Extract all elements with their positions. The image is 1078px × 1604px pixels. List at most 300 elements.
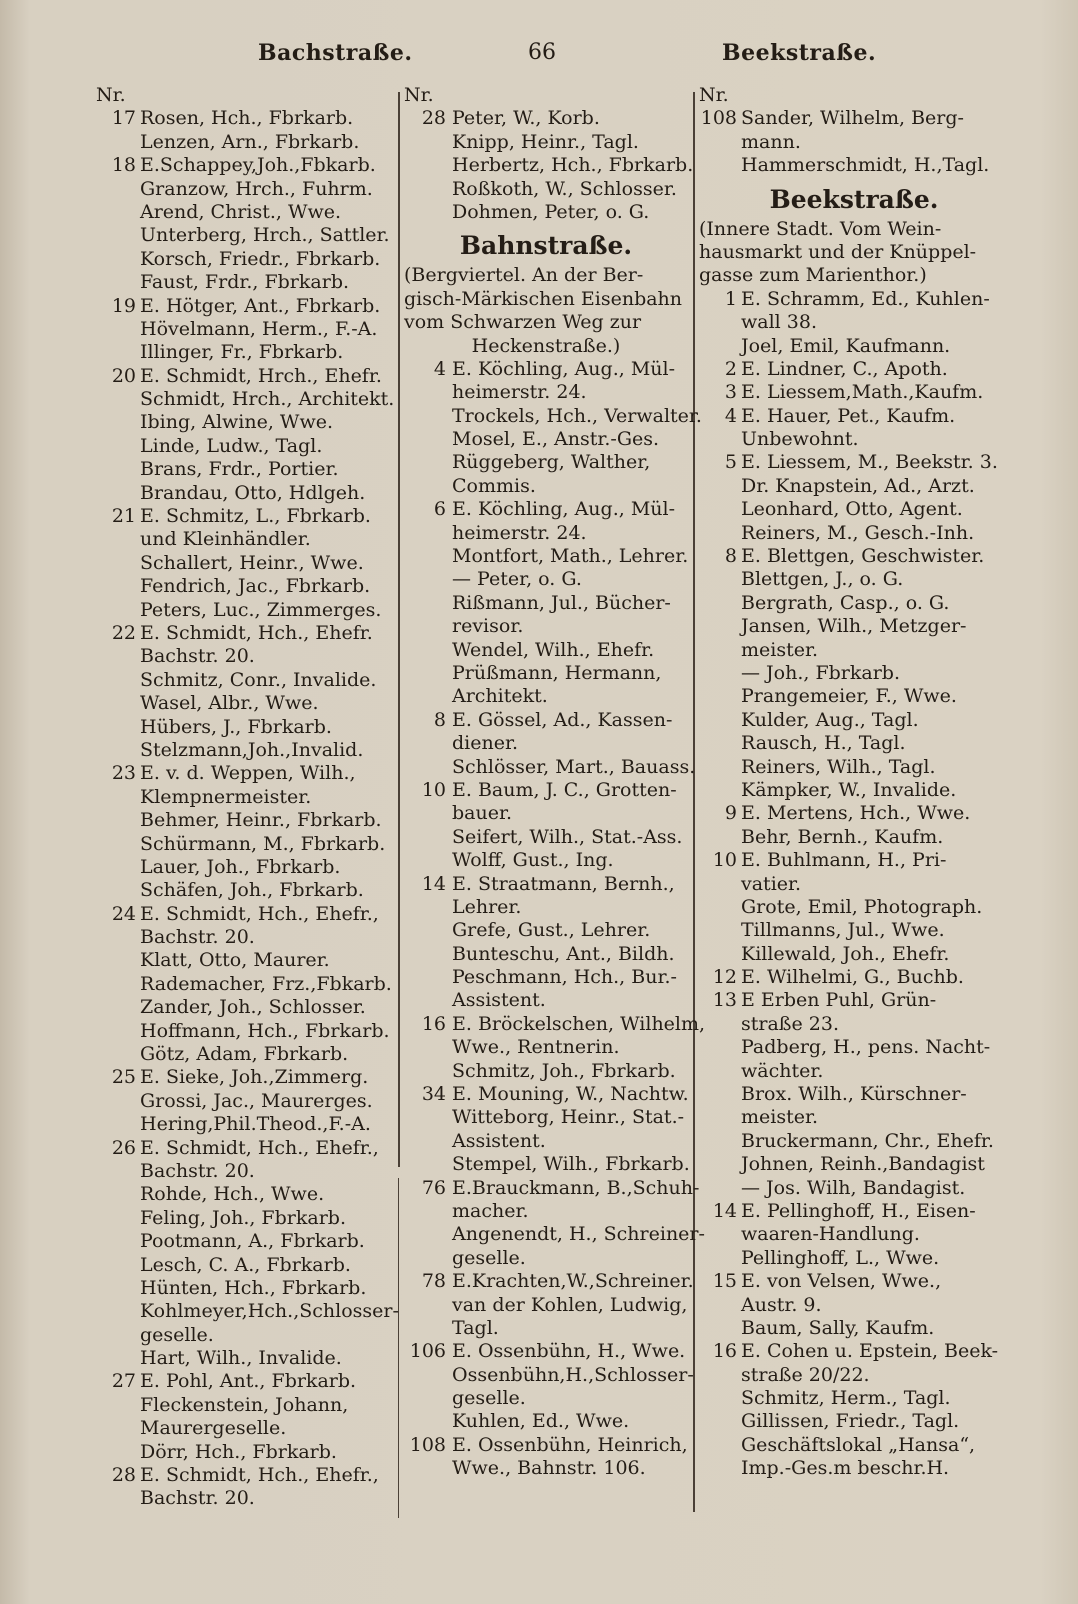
resident-entry (699, 662, 1009, 685)
entry-text: Hövelmann, Herm., F.-A. (140, 317, 378, 340)
resident-entry (96, 528, 394, 551)
resident-entry (699, 1247, 1009, 1270)
entry-text: Herbertz, Hch., Fbrkarb. (452, 154, 694, 177)
resident-entry (404, 732, 688, 755)
resident-entry (404, 1106, 688, 1129)
resident-entry (96, 154, 394, 177)
entry-text: Unterberg, Hrch., Sattler. (140, 224, 390, 247)
entry-text: Wasel, Albr., Wwe. (140, 692, 319, 715)
entry-text: Seifert, Wilh., Stat.-Ass. (452, 825, 683, 848)
resident-entry (96, 1417, 394, 1440)
resident-entry (96, 973, 394, 996)
right-street-title: Beekstraße. (722, 40, 877, 66)
house-number: 15 (712, 1270, 737, 1293)
house-number: 1 (724, 287, 737, 310)
resident-entry (404, 1223, 705, 1246)
entry-text: heimerstr. 24. (452, 521, 587, 544)
resident-entry (699, 896, 1009, 919)
resident-entry (96, 318, 394, 341)
entry-text: E. Köchling, Aug., Mül- (452, 498, 676, 521)
house-number: 78 (421, 1270, 446, 1293)
resident-entry (96, 1254, 394, 1277)
entry-text: E. Mouning, W., Nachtw. (452, 1083, 689, 1106)
house-number: 76 (421, 1176, 446, 1199)
entry-text: E. Hauer, Pet., Kaufm. (741, 404, 956, 427)
entry-text: Bergrath, Casp., o. G. (741, 591, 950, 614)
entry-text: meister. (741, 638, 819, 661)
entry-text: Hübers, J., Fbrkarb. (140, 715, 332, 738)
entry-text: E. Liessem, M., Beekstr. 3. (741, 451, 998, 474)
entry-text: Behr, Bernh., Kaufm. (741, 825, 944, 848)
resident-entry (699, 919, 1009, 942)
resident-entry (404, 1012, 706, 1036)
resident-entry (404, 1200, 688, 1223)
resident-entry (96, 1207, 394, 1230)
resident-entry (699, 358, 1009, 381)
resident-entry (699, 545, 1009, 568)
entry-text: Hoffmann, Hch., Fbrkarb. (140, 1019, 390, 1042)
resident-entry (699, 1083, 1009, 1106)
entry-text: Brandau, Otto, Hdlgeh. (140, 481, 366, 504)
house-number-column-label (96, 84, 394, 107)
house-number: 16 (712, 1340, 737, 1363)
entry-text: Montfort, Math., Lehrer. (452, 545, 689, 568)
resident-entry (404, 1060, 688, 1083)
resident-entry (699, 1387, 1009, 1410)
entry-text: Dohmen, Peter, o. G. (452, 200, 650, 223)
resident-entry (699, 428, 1009, 451)
resident-entry (96, 201, 394, 224)
entry-text: Blettgen, J., o. G. (741, 568, 904, 591)
resident-entry (404, 1340, 688, 1363)
entry-text: E. Wilhelmi, G., Buchb. (741, 966, 964, 989)
house-number: 24 (111, 902, 136, 925)
entry-text: gisch-Märkischen Eisenbahn (404, 287, 683, 310)
entry-text: waaren-Handlung. (741, 1223, 920, 1246)
resident-entry (96, 856, 394, 879)
entry-text: Austr. 9. (741, 1293, 822, 1316)
entry-text: Schürmann, M., Fbrkarb. (140, 832, 386, 855)
entry-text: Rißmann, Jul., Bücher- (452, 591, 671, 614)
entry-text: Beekstraße. (769, 184, 939, 214)
resident-entry (699, 335, 1009, 358)
entry-text: Schmidt, Hrch., Architekt. (140, 388, 395, 411)
resident-entry (96, 879, 394, 902)
resident-entry (404, 568, 688, 591)
house-number: 10 (712, 849, 737, 872)
entry-text: Behmer, Heinr., Fbrkarb. (140, 809, 382, 832)
entry-text: Witteborg, Heinr., Stat.- (452, 1106, 685, 1129)
resident-entry (404, 1457, 688, 1480)
entry-text: Hering,Phil.Theod.,F.-A. (140, 1113, 371, 1136)
resident-entry (699, 1457, 1009, 1480)
resident-entry (96, 1277, 394, 1300)
entry-text: Reiners, Wilh., Tagl. (741, 755, 936, 778)
house-number-column-label (699, 84, 1009, 107)
entry-text: Prangemeier, F., Wwe. (741, 685, 957, 708)
entry-text: Killewald, Joh., Ehefr. (741, 942, 950, 965)
house-number: 14 (421, 872, 446, 895)
resident-entry (96, 786, 394, 809)
entry-text: E. Gössel, Ad., Kassen- (452, 708, 673, 731)
entry-text: E. Blettgen, Geschwister. (741, 545, 985, 568)
entry-text: E. Hötger, Ant., Fbrkarb. (140, 294, 381, 317)
entry-text: E. Liessem,Math.,Kaufm. (741, 381, 984, 404)
resident-entry (699, 1060, 1009, 1083)
resident-entry (96, 365, 394, 388)
entry-text: Schmitz, Herm., Tagl. (741, 1387, 951, 1410)
resident-entry (699, 615, 1009, 638)
resident-entry (96, 178, 394, 201)
entry-text: Pootmann, A., Fbrkarb. (140, 1230, 365, 1253)
entry-text: E. Schmitz, L., Fbrkarb. (140, 505, 371, 528)
entry-text: Nr. (96, 84, 126, 106)
entry-text: Reiners, M., Gesch.-Inh. (741, 521, 975, 544)
house-number: 28 (111, 1464, 136, 1487)
entry-text: und Kleinhändler. (140, 528, 311, 551)
resident-entry (96, 271, 394, 294)
entry-text: Götz, Adam, Fbrkarb. (140, 1043, 349, 1066)
entry-text: Schmitz, Conr., Invalide. (140, 668, 377, 691)
entry-text: Klempnermeister. (140, 785, 312, 808)
entry-text: Peters, Luc., Zimmerges. (140, 598, 382, 621)
entry-text: E. Schramm, Ed., Kuhlen- (741, 287, 990, 310)
resident-entry (96, 1324, 394, 1347)
resident-entry (404, 592, 688, 615)
entry-text: Illinger, Fr., Fbrkarb. (140, 341, 344, 364)
house-number: 21 (111, 505, 136, 528)
column-2 (404, 84, 706, 1481)
resident-entry (699, 1294, 1009, 1317)
house-number: 23 (111, 762, 136, 785)
resident-entry (96, 224, 394, 247)
house-number: 2 (724, 357, 737, 380)
entry-text: Kohlmeyer,Hch.,Schlosser- (140, 1300, 399, 1323)
resident-entry (96, 949, 394, 972)
entry-text: Grossi, Jac., Maurerges. (140, 1089, 373, 1112)
entry-text: Hammerschmidt, H.,Tagl. (741, 154, 990, 177)
entry-text: van der Kohlen, Ludwig, (452, 1293, 688, 1316)
entry-text: Rohde, Hch., Wwe. (140, 1183, 325, 1206)
resident-entry (404, 131, 688, 154)
entry-text: wächter. (741, 1059, 824, 1082)
resident-entry (404, 428, 688, 451)
resident-entry (699, 107, 1009, 130)
resident-entry (699, 1340, 1009, 1363)
entry-text: Bachstr. 20. (140, 1487, 255, 1510)
resident-entry (96, 692, 394, 715)
house-number: 6 (433, 498, 446, 521)
entry-text: E. Buhlmann, H., Pri- (741, 849, 947, 872)
house-number: 3 (724, 381, 737, 404)
entry-text: Schmitz, Joh., Fbrkarb. (452, 1059, 676, 1082)
resident-entry (699, 802, 1009, 825)
house-number: 4 (433, 357, 446, 380)
house-number: 8 (433, 708, 446, 731)
resident-entry (404, 545, 688, 568)
entry-text: E. Sieke, Joh.,Zimmerg. (140, 1066, 369, 1089)
resident-entry (96, 435, 394, 458)
resident-entry (699, 451, 1009, 474)
resident-entry (404, 1294, 688, 1317)
resident-entry (404, 779, 688, 802)
entry-text: Wolff, Gust., Ing. (452, 849, 614, 872)
house-number: 17 (111, 107, 136, 130)
house-number: 5 (724, 451, 737, 474)
entry-text: hausmarkt und der Knüppel- (699, 240, 977, 263)
resident-entry (96, 1394, 394, 1417)
entry-text: (Innere Stadt. Vom Wein- (699, 217, 942, 240)
street-heading (699, 178, 1009, 218)
street-description (404, 311, 688, 334)
resident-entry (96, 1487, 394, 1510)
house-number: 22 (111, 621, 136, 644)
entry-text: vom Schwarzen Weg zur (404, 311, 642, 334)
entry-text: Schlösser, Mart., Bauass. (452, 755, 696, 778)
entry-text: Grefe, Gust., Lehrer. (452, 919, 651, 942)
page-number: 66 (528, 40, 556, 65)
entry-text: E. Baum, J. C., Grotten- (452, 778, 677, 801)
resident-entry (96, 645, 394, 668)
resident-entry (699, 849, 1009, 872)
resident-entry (699, 1434, 1009, 1457)
street-description (404, 288, 688, 311)
resident-entry (699, 288, 1009, 311)
resident-entry (96, 762, 394, 785)
resident-entry (96, 669, 394, 692)
entry-text: gasse zum Marienthor.) (699, 264, 927, 287)
resident-entry (699, 685, 1009, 708)
resident-entry (96, 1113, 394, 1136)
resident-entry (699, 779, 1009, 802)
entry-text: Fleckenstein, Johann, (140, 1393, 349, 1416)
resident-entry (404, 1247, 688, 1270)
resident-entry (96, 295, 394, 318)
entry-text: — Joh., Fbrkarb. (741, 661, 901, 684)
resident-entry (404, 802, 688, 825)
house-number: 108 (409, 1433, 446, 1456)
entry-text: Trockels, Hch., Verwalter. (452, 404, 702, 427)
entry-text: E. Schmidt, Hch., Ehefr. (140, 621, 373, 644)
entry-text: Pellinghoff, L., Wwe. (741, 1246, 940, 1269)
entry-text: E. Schmidt, Hch., Ehefr., (140, 1136, 379, 1159)
entry-text: E. Schmidt, Hch., Ehefr., (140, 1464, 379, 1487)
entry-text: Faust, Frdr., Fbrkarb. (140, 271, 350, 294)
entry-text: Stempel, Wilh., Fbrkarb. (452, 1153, 690, 1176)
resident-entry (96, 388, 394, 411)
resident-entry (404, 966, 688, 989)
entry-text: E. Pellinghoff, H., Eisen- (741, 1199, 976, 1222)
entry-text: Geschäftslokal „Hansa“, (741, 1433, 976, 1456)
entry-text: straße 20/22. (741, 1363, 870, 1386)
entry-text: Sander, Wilhelm, Berg- (741, 107, 964, 130)
entry-text: Gillissen, Friedr., Tagl. (741, 1410, 960, 1433)
entry-text: Mosel, E., Anstr.-Ges. (452, 428, 660, 451)
entry-text: bauer. (452, 802, 513, 825)
resident-entry (96, 739, 394, 762)
entry-text: Korsch, Friedr., Fbrkarb. (140, 247, 381, 270)
resident-entry (699, 1410, 1009, 1433)
resident-entry (96, 1464, 394, 1487)
entry-text: E. Ossenbühn, Heinrich, (452, 1433, 688, 1456)
resident-entry (96, 107, 394, 130)
entry-text: E. Köchling, Aug., Mül- (452, 357, 676, 380)
resident-entry (96, 1347, 394, 1370)
entry-text: Schallert, Heinr., Wwe. (140, 551, 364, 574)
resident-entry (96, 505, 394, 528)
street-description (699, 218, 1009, 241)
entry-text: Padberg, H., pens. Nacht- (741, 1036, 991, 1059)
resident-entry (404, 1036, 688, 1059)
entry-text: Imp.-Ges.m beschr.H. (741, 1457, 950, 1480)
resident-entry (96, 716, 394, 739)
entry-text: Wwe., Bahnstr. 106. (452, 1457, 646, 1480)
entry-text: Bachstr. 20. (140, 645, 255, 668)
entry-text: Bahnstraße. (459, 231, 633, 261)
resident-entry (699, 1106, 1009, 1129)
resident-entry (404, 404, 702, 428)
house-number: 4 (724, 404, 737, 427)
street-description (699, 264, 1009, 287)
entry-text: Rausch, H., Tagl. (741, 732, 906, 755)
resident-entry (699, 826, 1009, 849)
resident-entry (404, 1083, 688, 1106)
resident-entry (404, 709, 688, 732)
entry-text: (Bergviertel. An der Ber- (404, 264, 644, 287)
resident-entry (404, 201, 688, 224)
resident-entry (699, 966, 1009, 989)
resident-entry (699, 732, 1009, 755)
resident-entry (96, 926, 394, 949)
resident-entry (96, 575, 394, 598)
resident-entry (699, 1153, 1009, 1176)
entry-text: Dr. Knapstein, Ad., Arzt. (741, 474, 975, 497)
street-heading (404, 224, 688, 264)
entry-text: E. Schmidt, Hch., Ehefr., (140, 902, 379, 925)
entry-text: Klatt, Otto, Maurer. (140, 949, 330, 972)
entry-text: Lesch, C. A., Fbrkarb. (140, 1253, 351, 1276)
resident-entry (96, 996, 394, 1019)
entry-text: E. von Velsen, Wwe., (741, 1270, 942, 1293)
entry-text: Roßkoth, W., Schlosser. (452, 177, 677, 200)
resident-entry (404, 662, 688, 685)
resident-entry (96, 552, 394, 575)
entry-text: Leonhard, Otto, Agent. (741, 498, 963, 521)
entry-text: Bruckermann, Chr., Ehefr. (741, 1129, 994, 1152)
entry-text: E. v. d. Weppen, Wilh., (140, 762, 356, 785)
resident-entry (699, 498, 1009, 521)
entry-text: Granzow, Hrch., Fuhrm. (140, 177, 373, 200)
column-3 (699, 84, 1009, 1481)
resident-entry (96, 1020, 394, 1043)
resident-entry (699, 639, 1009, 662)
entry-text: Architekt. (452, 685, 548, 708)
entry-text: Rademacher, Frz.,Fbkarb. (140, 972, 392, 995)
entry-text: Ossenbühn,H.,Schlosser- (452, 1363, 694, 1386)
column-1 (96, 84, 399, 1511)
street-description (404, 335, 688, 358)
resident-entry (96, 1441, 394, 1464)
entry-text: Arend, Christ., Wwe. (140, 200, 342, 223)
entry-text: Feling, Joh., Fbrkarb. (140, 1206, 346, 1229)
resident-entry (699, 1317, 1009, 1340)
entry-text: Hünten, Hch., Fbrkarb. (140, 1276, 367, 1299)
entry-text: E. Cohen u. Epstein, Beek- (741, 1340, 999, 1363)
resident-entry (699, 405, 1009, 428)
entry-text: Lenzen, Arn., Fbrkarb. (140, 130, 360, 153)
resident-entry (699, 1177, 1009, 1200)
resident-entry (404, 1153, 688, 1176)
resident-entry (96, 1300, 399, 1323)
entry-text: geselle. (452, 1387, 526, 1410)
entry-text: E. Schmidt, Hrch., Ehefr. (140, 364, 382, 387)
entry-text: E. Straatmann, Bernh., (452, 872, 675, 895)
entry-text: Bunteschu, Ant., Bildh. (452, 942, 675, 965)
entry-text: Prüßmann, Hermann, (452, 661, 662, 684)
entry-text: Peschmann, Hch., Bur.- (452, 966, 677, 989)
resident-entry (404, 1130, 688, 1153)
resident-entry (404, 1317, 688, 1340)
entry-text: Unbewohnt. (741, 428, 859, 451)
resident-entry (96, 131, 394, 154)
entry-text: geselle. (140, 1323, 214, 1346)
entry-text: Peter, W., Korb. (452, 107, 600, 130)
resident-entry (699, 311, 1009, 334)
resident-entry (699, 131, 1009, 154)
entry-text: Assistent. (452, 1129, 546, 1152)
resident-entry (404, 154, 694, 177)
resident-entry (404, 989, 688, 1012)
resident-entry (699, 154, 1009, 177)
house-number: 108 (700, 107, 737, 130)
resident-entry (404, 381, 688, 404)
entry-text: E. Lindner, C., Apoth. (741, 357, 948, 380)
entry-text: Ibing, Alwine, Wwe. (140, 411, 333, 434)
entry-text: Brans, Frdr., Portier. (140, 458, 339, 481)
entry-text: Schäfen, Joh., Fbrkarb. (140, 879, 364, 902)
entry-text: Brox. Wilh., Kürschner- (741, 1083, 967, 1106)
house-number: 34 (421, 1083, 446, 1106)
entry-text: Nr. (699, 84, 729, 106)
street-description (404, 264, 688, 287)
resident-entry (404, 615, 688, 638)
resident-entry (404, 1270, 694, 1293)
entry-text: geselle. (452, 1246, 526, 1269)
entry-text: Zander, Joh., Schlosser. (140, 996, 366, 1019)
entry-text: Wendel, Wilh., Ehefr. (452, 638, 655, 661)
entry-text: revisor. (452, 615, 524, 638)
house-number: 9 (724, 802, 737, 825)
house-number: 19 (111, 294, 136, 317)
entry-text: Joel, Emil, Kaufmann. (741, 334, 951, 357)
entry-text: Kämpker, W., Invalide. (741, 778, 957, 801)
entry-text: Linde, Ludw., Tagl. (140, 434, 323, 457)
entry-text: Rüggeberg, Walther, (452, 451, 651, 474)
house-number: 27 (111, 1370, 136, 1393)
house-number: 106 (409, 1340, 446, 1363)
resident-entry (404, 1387, 688, 1410)
resident-entry (699, 475, 1009, 498)
resident-entry (699, 381, 1009, 404)
house-number: 8 (724, 545, 737, 568)
resident-entry (699, 873, 1009, 896)
entry-text: — Peter, o. G. (452, 568, 582, 591)
resident-entry (96, 809, 394, 832)
resident-entry (404, 896, 688, 919)
page-header (0, 34, 1078, 74)
resident-entry (96, 1066, 394, 1089)
column-divider-1-lower (398, 1178, 399, 1518)
